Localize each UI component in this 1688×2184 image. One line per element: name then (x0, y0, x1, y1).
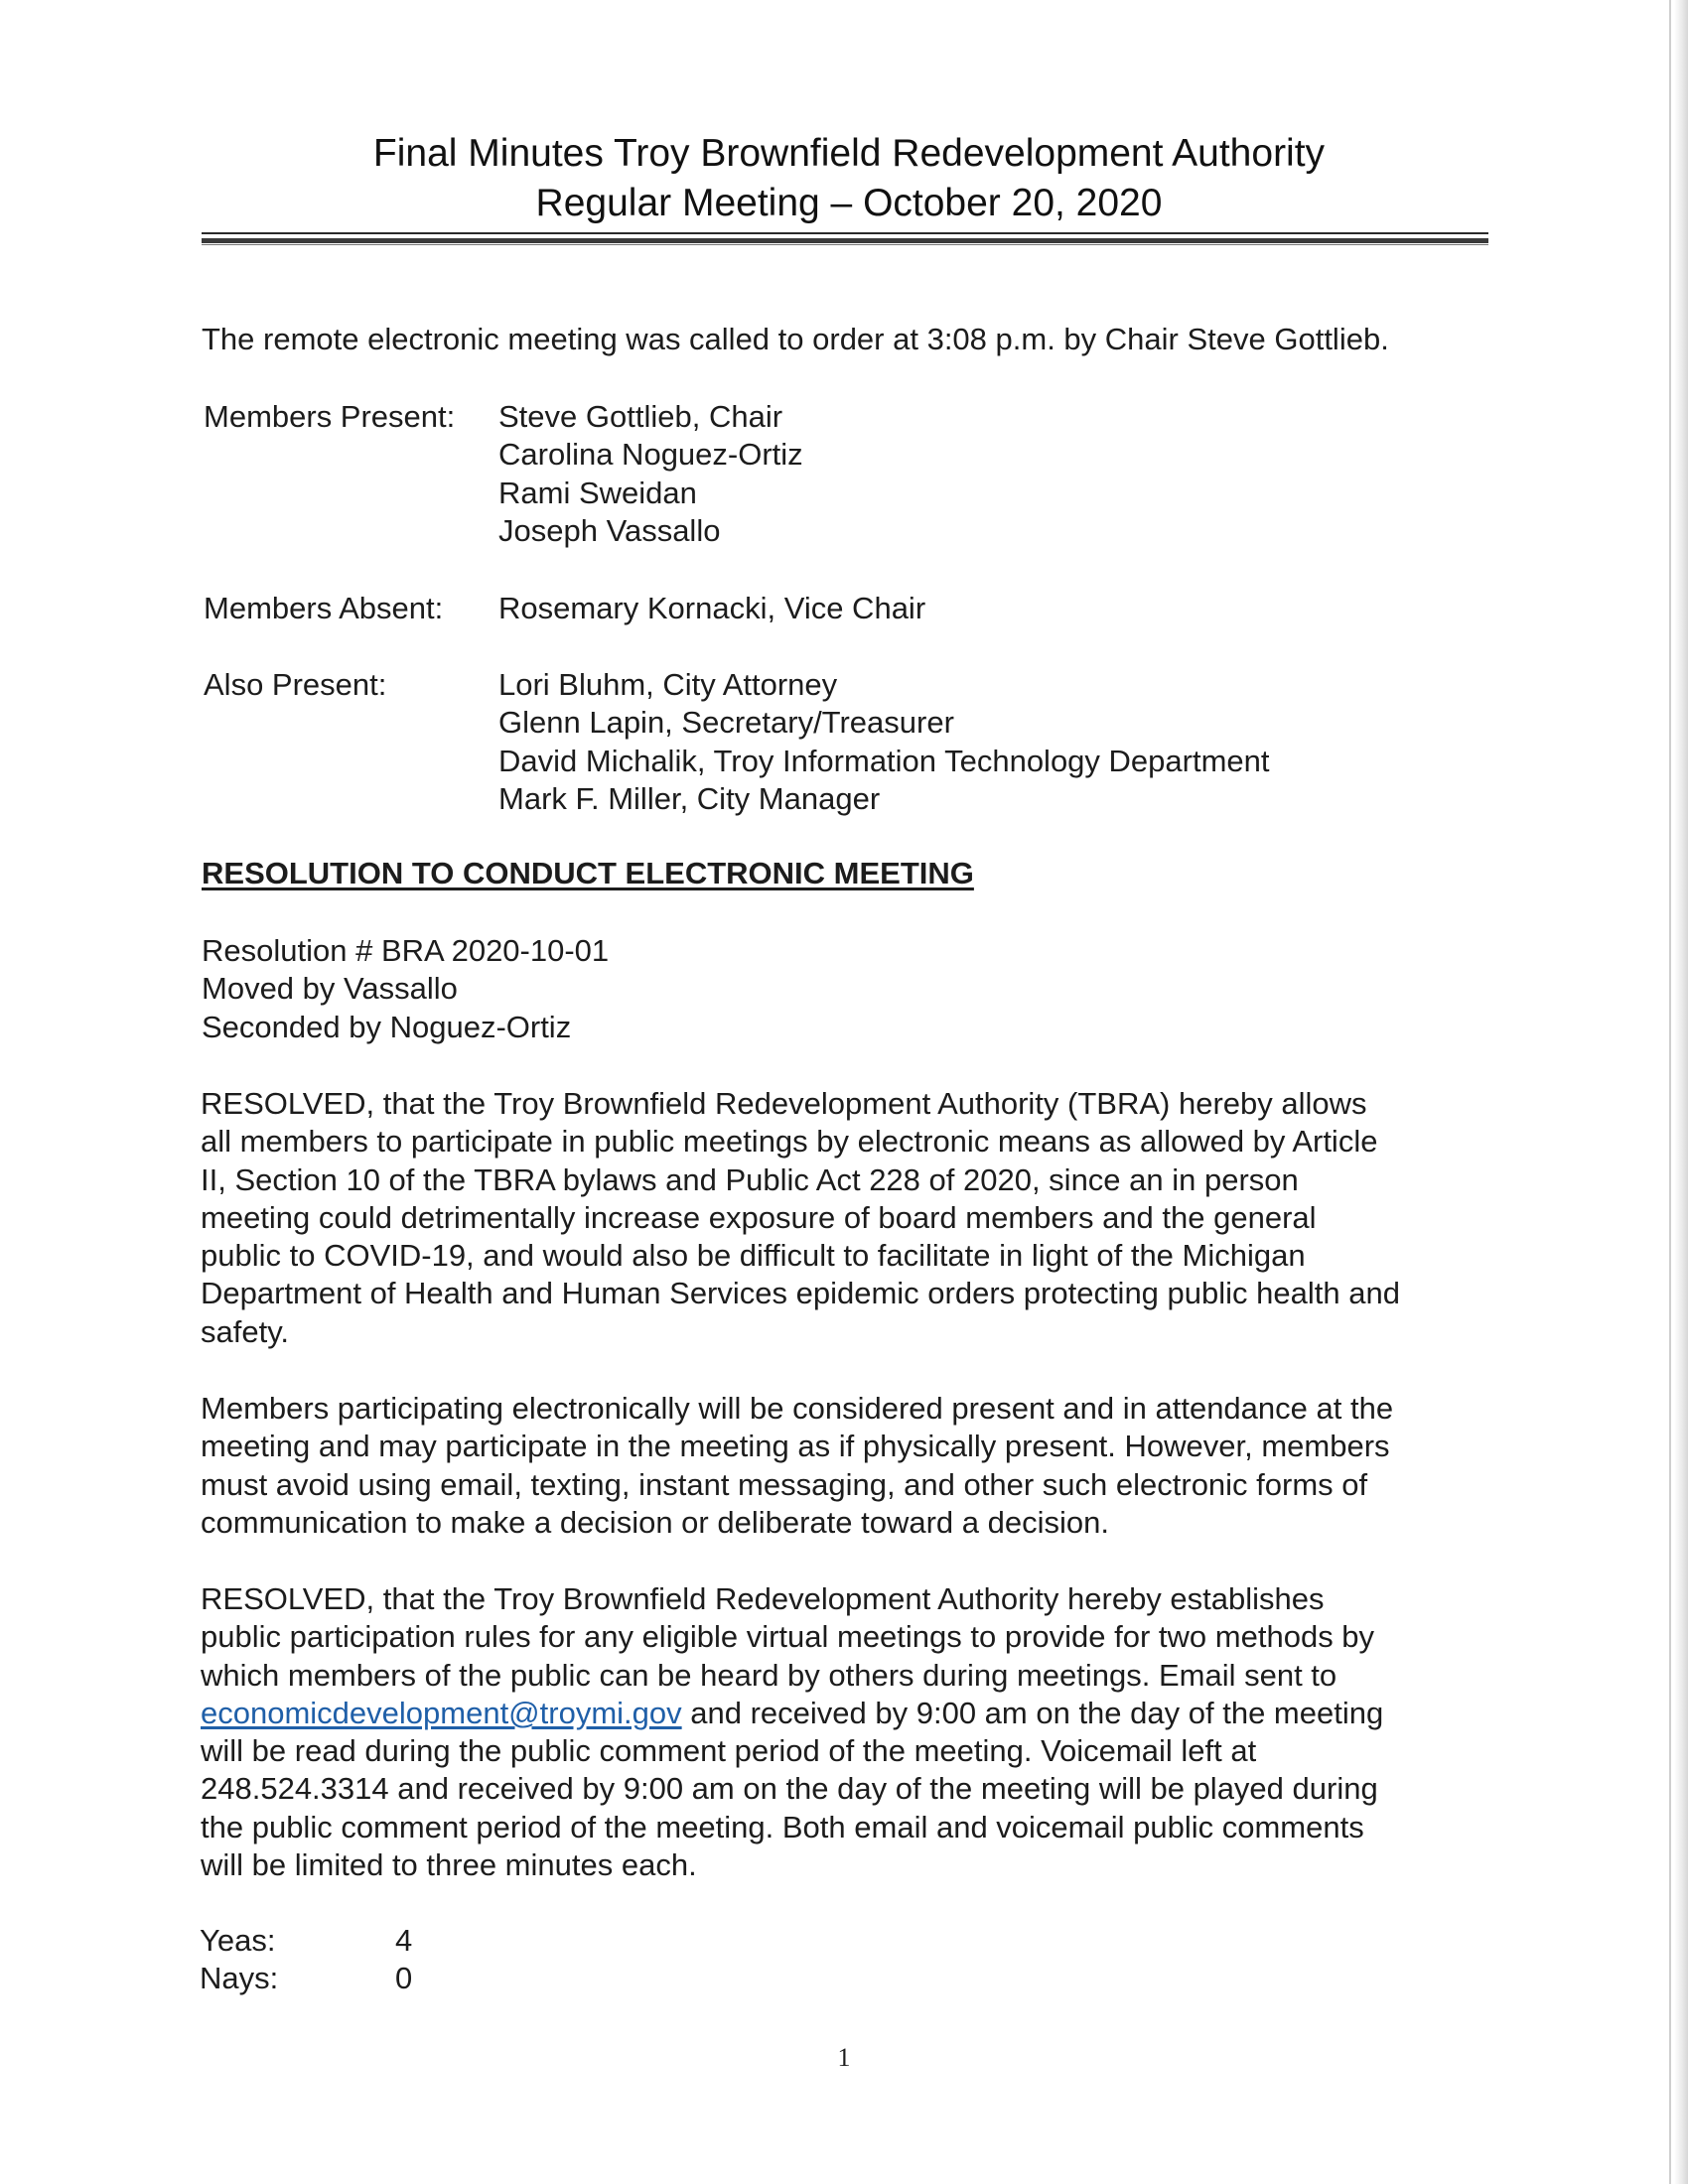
paragraph-line: meeting could detrimentally increase exposure of board members and the general (201, 1199, 1317, 1235)
paragraph-line: meeting and may participate in the meeting as if physically present. However, members (201, 1429, 1390, 1464)
nays-count: 0 (395, 1961, 413, 1995)
also-present-item: Glenn Lapin, Secretary/Treasurer (498, 705, 954, 740)
paragraph-line: communication to make a decision or deliberate toward a decision. (201, 1504, 1109, 1540)
paragraph-line-with-email (201, 1695, 1491, 1732)
paragraph-line: II, Section 10 of the TBRA bylaws and Public Act 228 of 2020, since an in person (201, 1161, 1299, 1197)
also-present-item: Mark F. Miller, City Manager (498, 781, 881, 816)
paragraph-line: safety. (201, 1313, 290, 1349)
title-line-1: Final Minutes Troy Brownfield Redevelopment Authority (372, 132, 1326, 175)
also-present-label: Also Present: (204, 667, 387, 702)
yeas-count: 4 (395, 1923, 413, 1958)
title-divider-bottom (202, 244, 1488, 245)
resolution-moved-by: Moved by Vassallo (202, 971, 458, 1006)
email-link[interactable]: economicdevelopment@troymi.gov (201, 1695, 682, 1730)
paragraph-line: 248.524.3314 and received by 9:00 am on the day of the meeting will be played during (201, 1771, 1378, 1807)
paragraph-line: all members to participate in public meetings by electronic means as allowed by Article (201, 1124, 1378, 1160)
resolution-seconded-by: Seconded by Noguez-Ortiz (202, 1010, 572, 1044)
members-absent-label: Members Absent: (204, 591, 444, 625)
also-present-item: Lori Bluhm, City Attorney (498, 667, 838, 702)
resolution-paragraph-2 (201, 1390, 1491, 1542)
members-present-label: Members Present: (204, 399, 456, 434)
paragraph-line: the public comment period of the meeting. Both email and voicemail public comments (201, 1809, 1364, 1844)
title-divider-main (202, 238, 1488, 243)
member-present-item: Joseph Vassallo (498, 513, 721, 548)
paragraph-line: public participation rules for any eligible virtual meetings to provide for two methods by (201, 1619, 1375, 1655)
document-title (199, 129, 1499, 228)
scan-edge-shade (1674, 0, 1688, 2184)
email-line-continuation: and received by 9:00 am on the day of the meeting (681, 1695, 1384, 1730)
paragraph-line: will be read during the public comment period of the meeting. Voicemail left at (201, 1733, 1257, 1769)
resolution-paragraph-1 (201, 1085, 1491, 1351)
paragraph-line: must avoid using email, texting, instant messaging, and other such electronic forms of (201, 1466, 1368, 1502)
member-present-item: Carolina Noguez-Ortiz (498, 437, 803, 472)
paragraph-line: will be limited to three minutes each. (201, 1847, 697, 1883)
member-absent-item: Rosemary Kornacki, Vice Chair (498, 591, 926, 625)
title-divider-top (202, 232, 1488, 234)
member-present-item: Steve Gottlieb, Chair (498, 399, 783, 434)
resolution-heading: RESOLUTION TO CONDUCT ELECTRONIC MEETING (202, 856, 974, 890)
paragraph-line: RESOLVED, that the Troy Brownfield Redevelopment Authority (TBRA) hereby allows (201, 1086, 1367, 1121)
paragraph-line: public to COVID-19, and would also be difficult to facilitate in light of the Michigan (201, 1238, 1306, 1274)
intro-text: The remote electronic meeting was called to order at 3:08 p.m. by Chair Steve Gottlieb. (202, 322, 1389, 356)
title-line-2: Regular Meeting – October 20, 2020 (535, 182, 1163, 224)
page-number: 1 (837, 2043, 851, 2072)
resolution-paragraph-3 (201, 1580, 1491, 1884)
paragraph-line: which members of the public can be heard by others during meetings. Email sent to (201, 1657, 1337, 1693)
nays-label: Nays: (200, 1961, 279, 1995)
scan-edge-line (1669, 0, 1671, 2184)
paragraph-line: Department of Health and Human Services epidemic orders protecting public health and (201, 1276, 1400, 1311)
paragraph-line: Members participating electronically will be considered present and in attendance at the (201, 1391, 1394, 1426)
also-present-item: David Michalik, Troy Information Technology Department (498, 744, 1270, 778)
yeas-label: Yeas: (200, 1923, 276, 1958)
member-present-item: Rami Sweidan (498, 476, 697, 510)
paragraph-line: RESOLVED, that the Troy Brownfield Redevelopment Authority hereby establishes (201, 1581, 1325, 1616)
resolution-number: Resolution # BRA 2020-10-01 (202, 933, 610, 968)
